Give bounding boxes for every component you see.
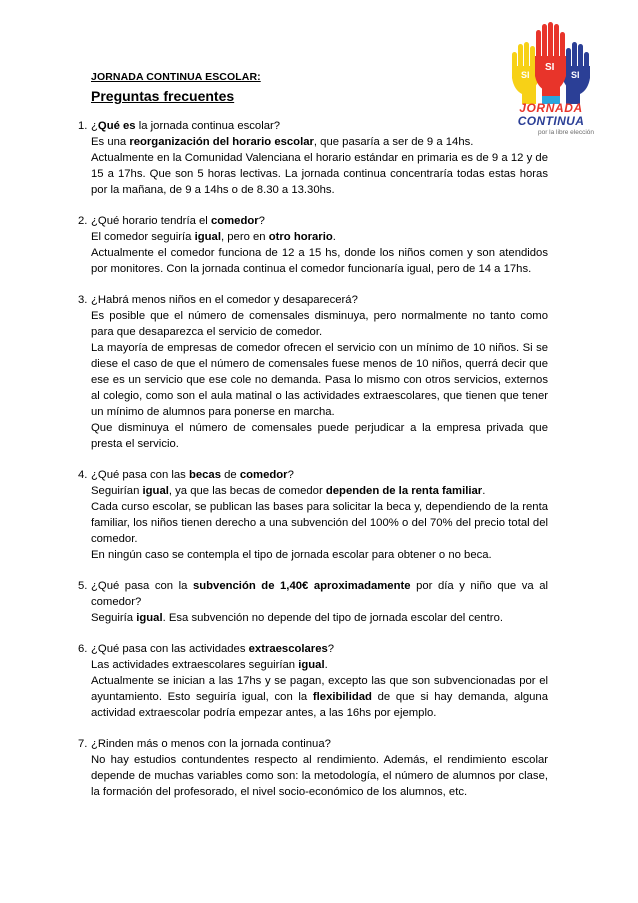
faq-number: 4.: [78, 469, 88, 481]
text-run: En ningún caso se contempla el tipo de jornada escolar para obtener o no beca.: [91, 549, 492, 561]
text-run: . Esa subvención no depende del tipo de jornada escolar del centro.: [162, 612, 503, 624]
text-run: , que pasaría a ser de 9 a 14hs.: [313, 136, 474, 148]
text-run: ¿Qué horario tendría el: [91, 215, 211, 227]
faq-question: [91, 292, 548, 308]
faq-item: [78, 641, 548, 721]
text-run: ¿Qué pasa con las: [91, 469, 189, 481]
text-run: Actualmente en la Comunidad Valenciana el horario estándar en primaria es de 9 a 12 y de 15 a 17hs. Que son 5 horas lectivas. La jornada continua concentraría todas estas horas por la mañana, de 9 a 14hs o de 8.30 a 13.30hs.: [91, 152, 548, 196]
document-title: Preguntas frecuentes: [91, 88, 235, 104]
faq-answer-paragraph: [91, 752, 548, 800]
text-run: ¿Qué pasa con la: [91, 580, 193, 592]
faq-number: 6.: [78, 643, 88, 655]
faq-answer-paragraph: [91, 150, 548, 198]
faq-answer-paragraph: [91, 499, 548, 547]
emphasis: flexibilidad: [312, 691, 372, 703]
text-run: ¿: [91, 120, 98, 132]
faq-number: 5.: [78, 580, 88, 592]
emphasis: igual: [136, 612, 163, 624]
emphasis: igual: [194, 231, 221, 243]
faq-answer-paragraph: [91, 610, 548, 626]
faq-question: [91, 213, 548, 229]
faq-answer-paragraph: [91, 245, 548, 277]
text-run: Actualmente el comedor funciona de 12 a 15 hs, donde los niños comen y son atendidos por monitores. Con la jornada continua el comedor funcionaría igual, pero de 14 a 17hs.: [91, 247, 548, 275]
faq-answer-paragraph: [91, 483, 548, 499]
faq-list: [78, 118, 548, 815]
faq-item: [78, 292, 548, 452]
faq-answer-paragraph: [91, 420, 548, 452]
text-run: El comedor seguiría: [91, 231, 195, 243]
faq-number: 2.: [78, 215, 88, 227]
text-run: Las actividades extraescolares seguirían: [91, 659, 299, 671]
logo-word-continua: CONTINUA: [517, 114, 585, 128]
emphasis: dependen de la renta familiar: [325, 485, 483, 497]
faq-answer-paragraph: [91, 673, 548, 721]
faq-item: [78, 213, 548, 277]
faq-question: [91, 118, 548, 134]
text-run: , ya que las becas de comedor: [168, 485, 326, 497]
text-run: .: [332, 231, 336, 243]
faq-item: [78, 578, 548, 626]
emphasis: comedor: [210, 215, 259, 227]
faq-item: [78, 736, 548, 800]
emphasis: igual: [142, 485, 169, 497]
faq-answer-paragraph: [91, 229, 548, 245]
text-run: Es posible que el número de comensales disminuya, pero normalmente no tanto como para que desaparezca el servicio de comedor.: [91, 310, 548, 338]
faq-answer-paragraph: [91, 134, 548, 150]
faq-question: [91, 467, 548, 483]
text-run: la jornada continua escolar?: [135, 120, 281, 132]
text-run: .: [482, 485, 486, 497]
hand-label-2: SI: [545, 62, 555, 73]
emphasis: becas: [188, 469, 222, 481]
text-run: Actualmente se inician a las 17hs y se pagan, excepto las que son subvencionadas por el ayuntamiento. Esto seguiría igual, con la: [91, 675, 548, 703]
hand-label-3: SI: [571, 70, 580, 80]
faq-answer-paragraph: [91, 547, 548, 563]
text-run: , pero en: [220, 231, 269, 243]
logo-word-jornada: JORNADA: [519, 101, 583, 115]
text-run: por día y niño que va al comedor?: [91, 580, 549, 608]
raised-hands-icon: [508, 22, 594, 104]
text-run: ?: [258, 215, 265, 227]
faq-question: [91, 578, 548, 610]
faq-answer-paragraph: [91, 340, 548, 420]
text-run: Seguirían: [91, 485, 143, 497]
text-run: .: [324, 659, 328, 671]
faq-number: 7.: [78, 738, 88, 750]
emphasis: igual: [298, 659, 325, 671]
emphasis: comedor: [239, 469, 288, 481]
emphasis: extraescolares: [248, 643, 328, 655]
text-run: de: [221, 469, 240, 481]
faq-number: 3.: [78, 294, 88, 306]
hand-label-1: SI: [521, 70, 530, 80]
text-run: La mayoría de empresas de comedor ofrecen el servicio con un mínimo de 10 niños. Si se diese el caso de que el número de comensales fuese menos de 10 niños, querrá decir que ese es un servicio que ese cole no demanda. Pasa lo mismo con otros servicios, externos al colegio, como son el aula matinal o las actividades extraescolares, que tienen que tener un mínimo de alumnos para ponerse en marcha.: [91, 342, 548, 418]
text-run: Que disminuya el número de comensales puede perjudicar a la empresa privada que presta el servicio.: [91, 422, 548, 450]
page-header: [91, 70, 261, 106]
emphasis: subvención de 1,40€ aproximadamente: [192, 580, 411, 592]
logo-tagline: por la libre elección: [537, 129, 594, 136]
text-run: No hay estudios contundentes respecto al rendimiento. Además, el rendimiento escolar depende de muchas variables como son: la metodología, el número de alumnos por clase, la formación del profesorado, el nivel socio-económico de los alumnos, etc.: [91, 754, 548, 798]
text-run: ?: [327, 643, 335, 655]
text-run: ?: [287, 469, 294, 481]
emphasis: otro horario: [268, 231, 333, 243]
text-run: Seguiría: [91, 612, 137, 624]
text-run: Cada curso escolar, se publican las bases para solicitar la beca y, dependiendo de la renta familiar, los niños tienen derecho a una subvención del 100% o del 70% del precio total del comedor.: [91, 501, 548, 545]
document-kicker: JORNADA CONTINUA ESCOLAR:: [91, 71, 261, 83]
faq-question: [91, 736, 548, 752]
faq-question: [91, 641, 548, 657]
faq-item: [78, 467, 548, 563]
text-run: ¿Rinden más o menos con la jornada continua?: [91, 738, 331, 750]
text-run: de que si hay demanda, alguna actividad extraescolar podría empezar antes, a las 16hs por ejemplo.: [91, 691, 548, 719]
emphasis: Qué es: [97, 120, 136, 132]
faq-answer-paragraph: [91, 308, 548, 340]
text-run: ¿Habrá menos niños en el comedor y desaparecerá?: [91, 294, 358, 306]
text-run: ¿Qué pasa con las actividades: [91, 643, 249, 655]
faq-number: 1.: [78, 120, 88, 132]
faq-answer-paragraph: [91, 657, 548, 673]
text-run: Es una: [91, 136, 130, 148]
emphasis: reorganización del horario escolar: [129, 136, 314, 148]
faq-item: [78, 118, 548, 198]
